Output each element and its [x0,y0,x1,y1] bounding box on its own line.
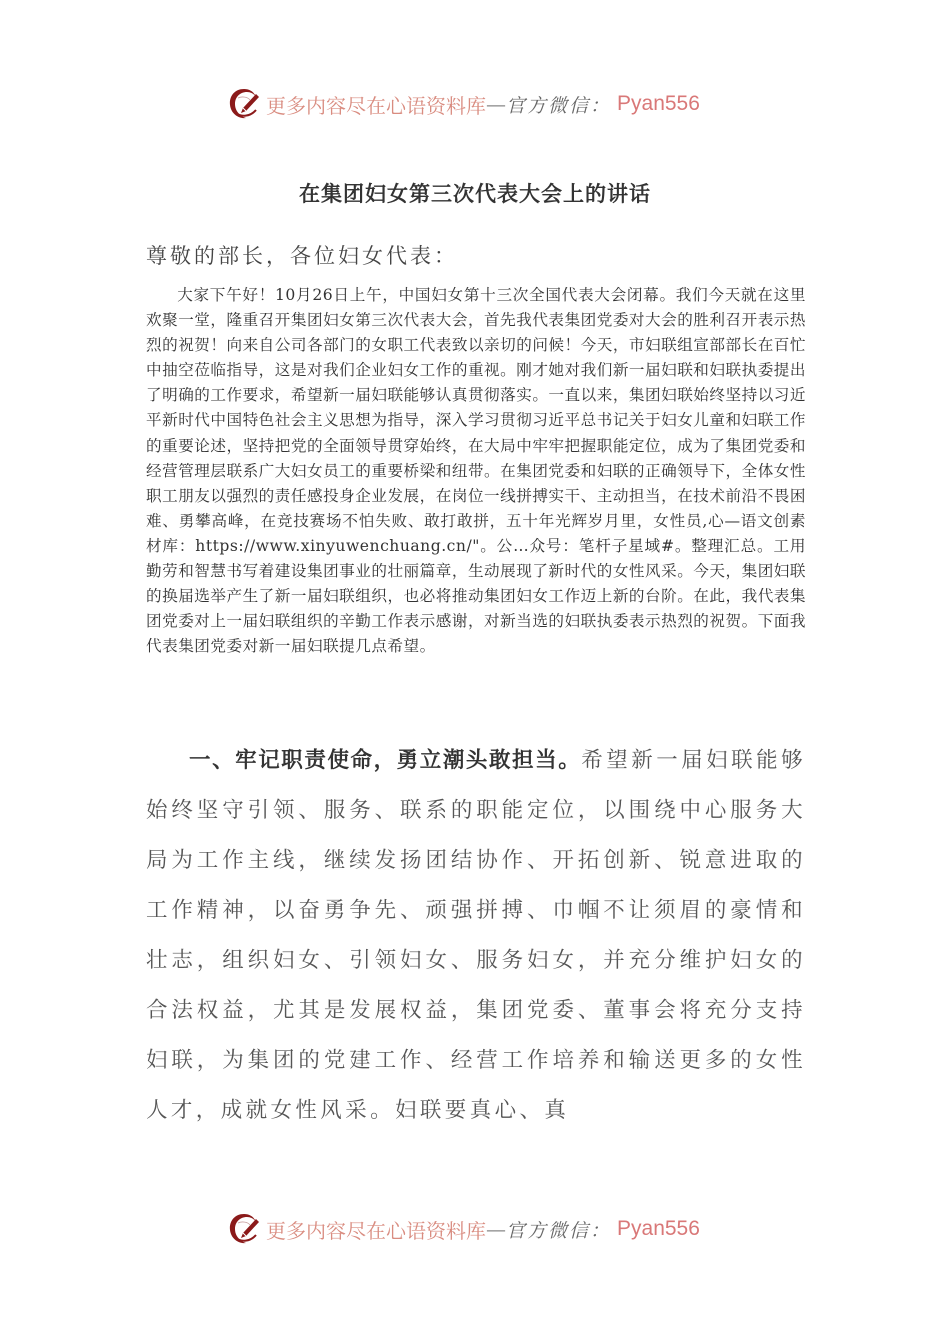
quill-pen-logo-icon [226,1211,262,1247]
banner-wechat-id: Pyan556 [617,92,700,115]
opening-paragraph: 大家下午好！10月26日上午，中国妇女第十三次全国代表大会闭幕。我们今天就在这里欢聚一堂，隆重召开集团妇女第三次代表大会，首先我代表集团党委对大会的胜利召开表示热烈的祝贺！向来自公司各部门的女职工代表致以亲切的问候！今天，市妇联组宣部部长在百忙中抽空莅临指导，这是对我们企业妇女工作的重视。刚才她对我们新一届妇联和妇联执委提出了明确的工作要求，希望新一届妇联能够认真贯彻落实。一直以来，集团妇联始终坚持以习近平新时代中国特色社会主义思想为指导，深入学习贯彻习近平总书记关于妇女儿童和妇联工作的重要论述，坚持把党的全面领导贯穿始终，在大局中牢牢把握职能定位，成为了集团党委和经营管理层联系广大妇女员工的重要桥梁和纽带。在集团党委和妇联的正确领导下，全体女性职工朋友以强烈的责任感投身企业发展，在岗位一线拼搏实干、主动担当，在技术前沿不畏困难、勇攀高峰，在竞技赛场不怕失败、敢打敢拼，五十年光辉岁月里，女性员,心—语文创素材库：https://www.xinyuwenchuang.cn/"。公…众号：笔杆子星域#。整理汇总。工用勤劳和智慧书写着建设集团事业的壮丽篇章，生动展现了新时代的女性风采。今天，集团妇联的换届选举产生了新一届妇联组织，也必将推动集团妇女工作迈上新的台阶。在此，我代表集团党委对上一届妇联组织的辛勤工作表示感谢，对新当选的妇联执委表示热烈的祝贺。下面我代表集团党委对新一届妇联提几点希望。 [146,286,806,656]
document-title: 在集团妇女第三次代表大会上的讲话 [299,182,651,206]
section-1-body: 希望新一届妇联能够始终坚守引领、服务、联系的职能定位，以围绕中心服务大局为工作主线，继续发扬团结协作、开拓创新、锐意进取的工作精神，以奋勇争先、顽强拼搏、巾帼不让须眉的豪情和壮志，组织妇女、引领妇女、服务妇女，并充分维护妇女的合法权益，尤其是发展权益，集团党委、董事会将充分支持妇联，为集团的党建工作、经营工作培养和输送更多的女性人才，成就女性风采。妇联要真心、真 [146,748,806,1123]
banner-wechat-label: 官方微信： [506,1219,612,1242]
footer-banner [0,1207,950,1251]
header-banner [0,82,950,126]
banner-wechat-id: Pyan556 [617,1217,700,1240]
banner-dash: — [486,92,506,116]
section-1-paragraph [146,736,806,1136]
salutation: 尊敬的部长，各位妇女代表： [146,244,458,268]
quill-pen-logo-icon [226,86,262,122]
banner-wechat-label: 官方微信： [506,94,612,117]
banner-dash: — [486,1217,506,1241]
banner-main-text: 更多内容尽在心语资料库 [266,1218,486,1243]
section-1-heading: 一、牢记职责使命，勇立潮头敢担当。 [189,748,582,773]
banner-main-text: 更多内容尽在心语资料库 [266,93,486,118]
